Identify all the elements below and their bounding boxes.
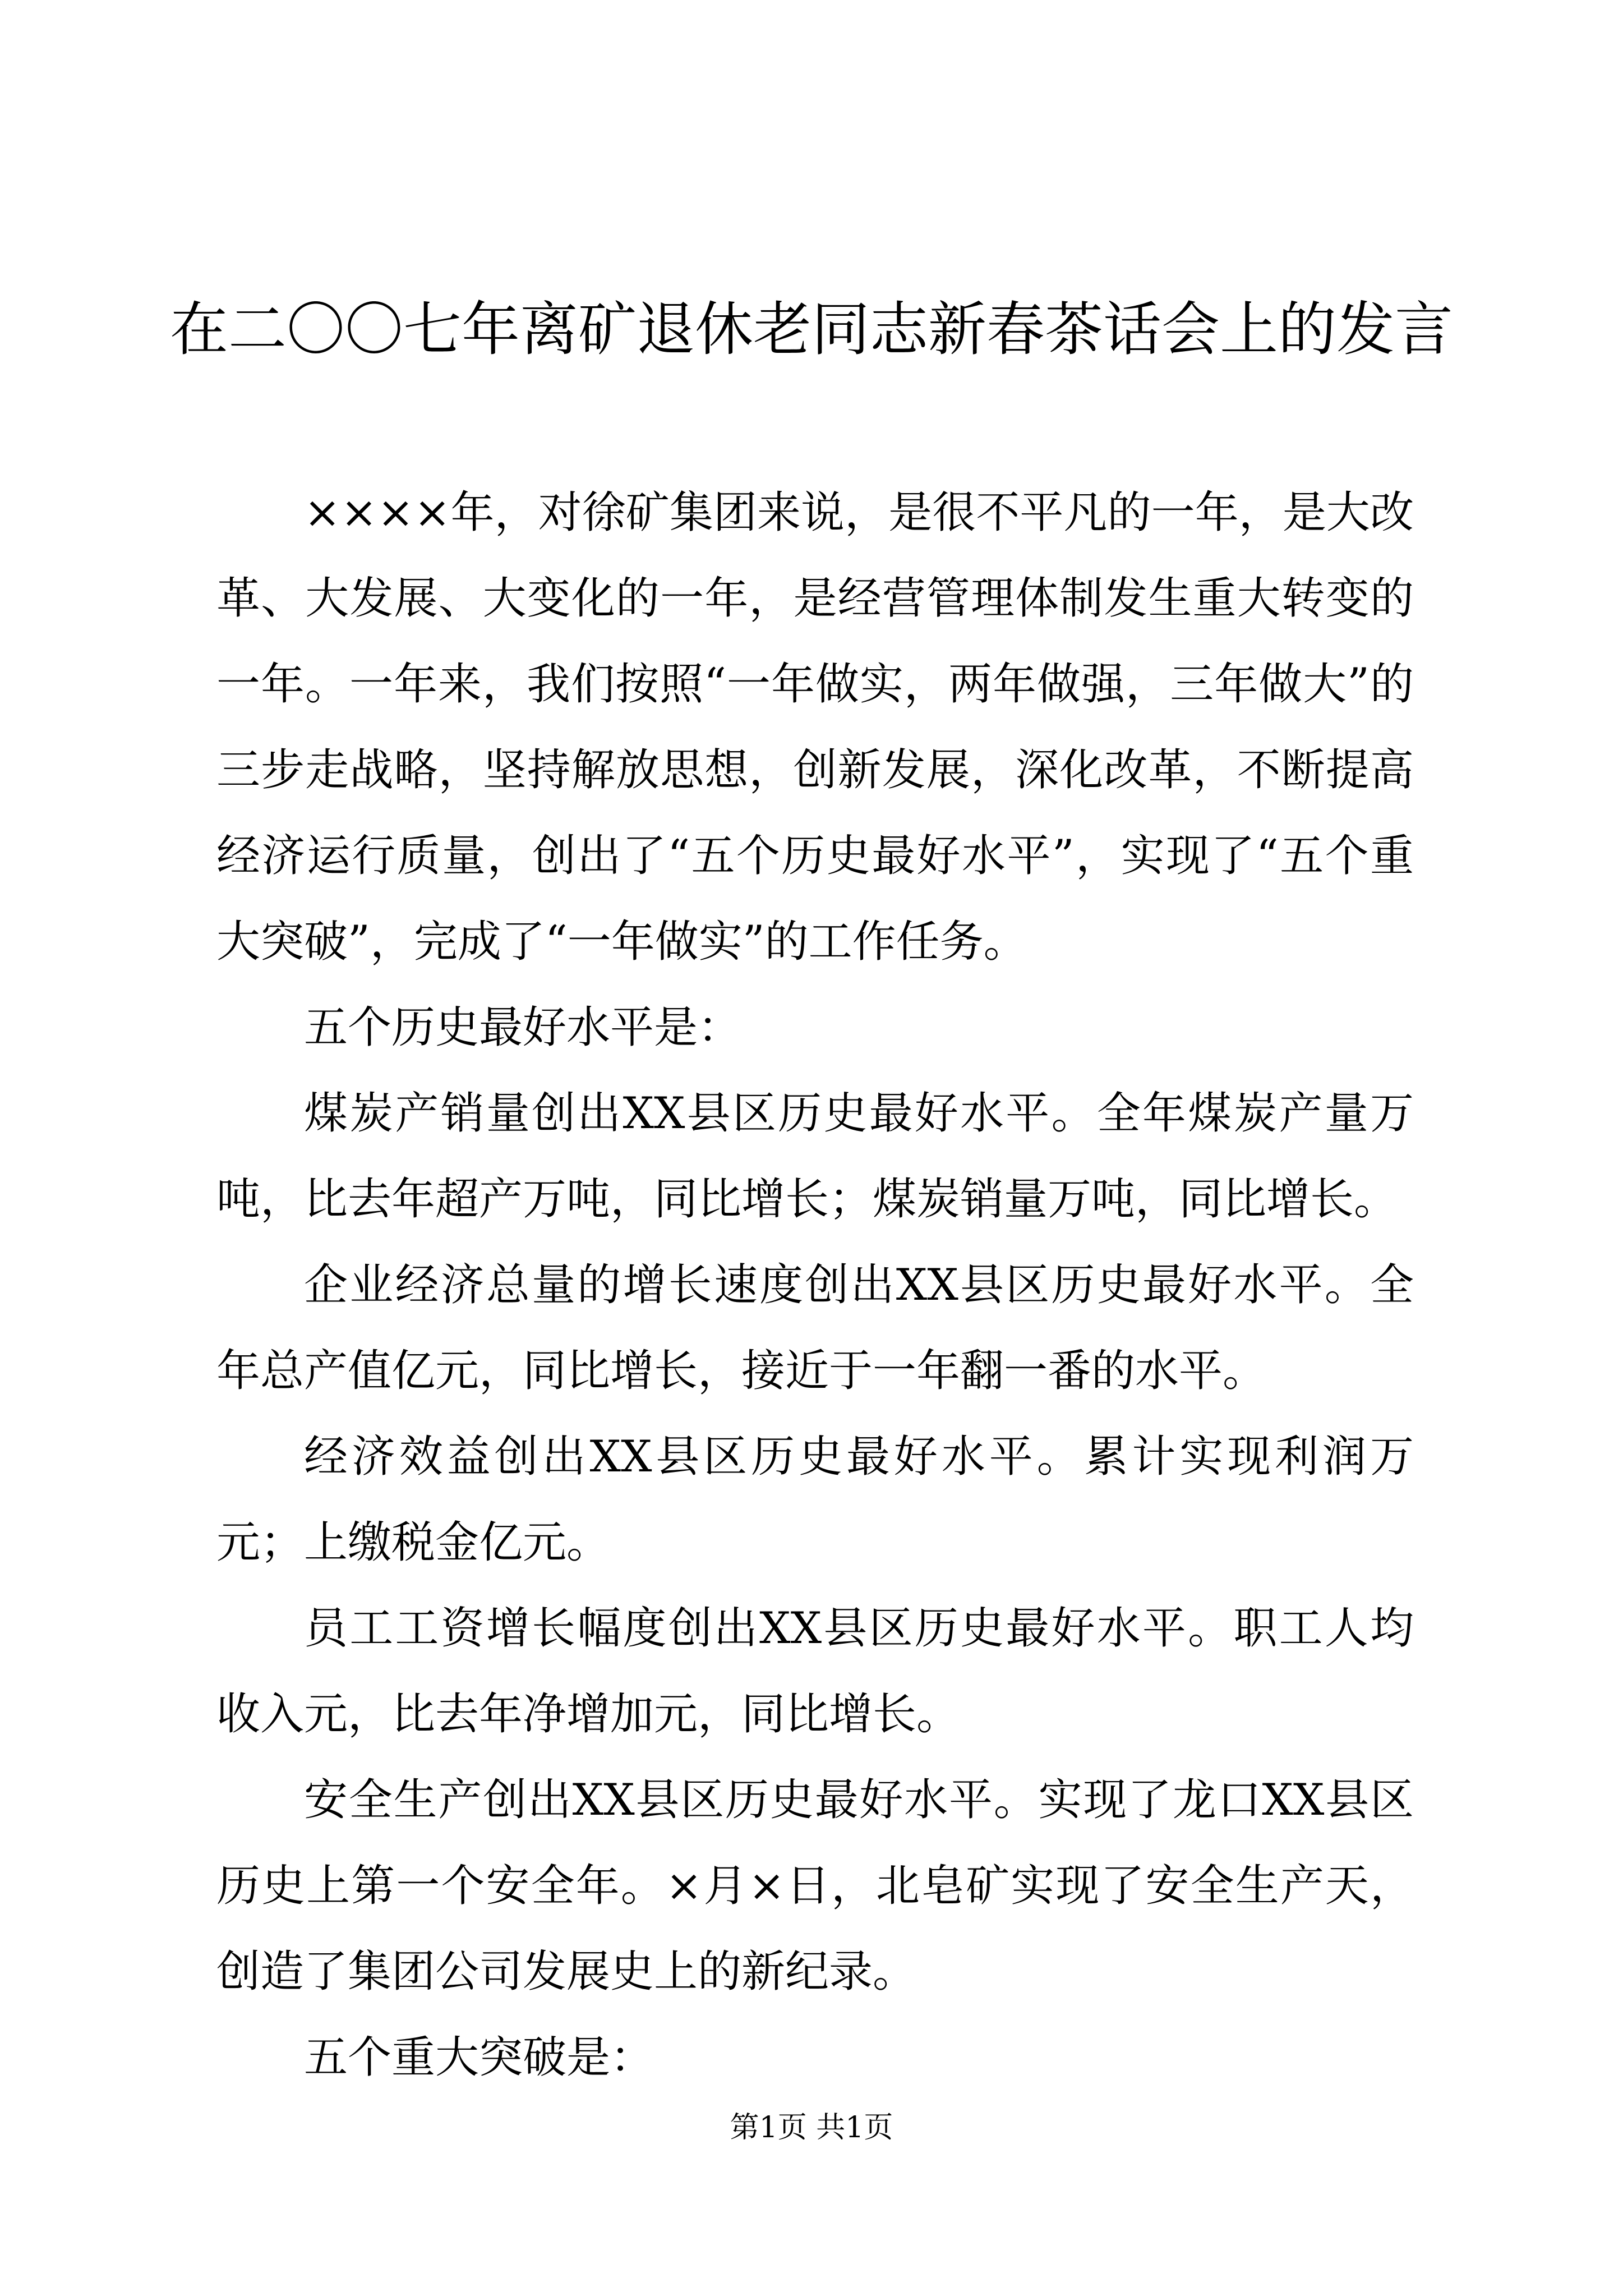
document-body	[216, 470, 1414, 2101]
paragraph-safety: 安全生产创出XX县区历史最好水平。实现了龙口XX县区历史上第一个安全年。×月×日，北皂矿实现了安全生产天，创造了集团公司发展史上的新纪录。	[216, 1775, 1414, 1997]
paragraph-profit: 经济效益创出XX县区历史最好水平。累计实现利润万元；上缴税金亿元。	[216, 1432, 1414, 1568]
paragraph-economic-growth: 企业经济总量的增长速度创出XX县区历史最好水平。全年总产值亿元，同比增长，接近于一年翻一番的水平。	[216, 1260, 1414, 1396]
paragraph-five-records-heading: 五个历史最好水平是：	[304, 1002, 742, 1053]
paragraph-coal-output: 煤炭产销量创出XX县区历史最好水平。全年煤炭产量万吨，比去年超产万吨，同比增长；煤炭销量万吨，同比增长。	[216, 1088, 1414, 1225]
document-title: 在二〇〇七年离矿退休老同志新春茶话会上的发言	[169, 295, 1453, 364]
paragraph-intro: ××××年，对徐矿集团来说，是很不平凡的一年，是大改革、大发展、大变化的一年，是经营管理体制发生重大转变的一年。一年来，我们按照“一年做实，两年做强，三年做大”的三步走战略，坚持解放思想，创新发展，深化改革，不断提高经济运行质量，创出了“五个历史最好水平”，实现了“五个重大突破”，完成了“一年做实”的工作任务。	[216, 487, 1414, 967]
page-footer: 第1页 共1页	[730, 2111, 893, 2145]
paragraph-five-breakthroughs-heading: 五个重大突破是：	[304, 2032, 654, 2083]
paragraph-wages: 员工工资增长幅度创出XX县区历史最好水平。职工人均收入元，比去年净增加元，同比增长。	[216, 1603, 1414, 1740]
